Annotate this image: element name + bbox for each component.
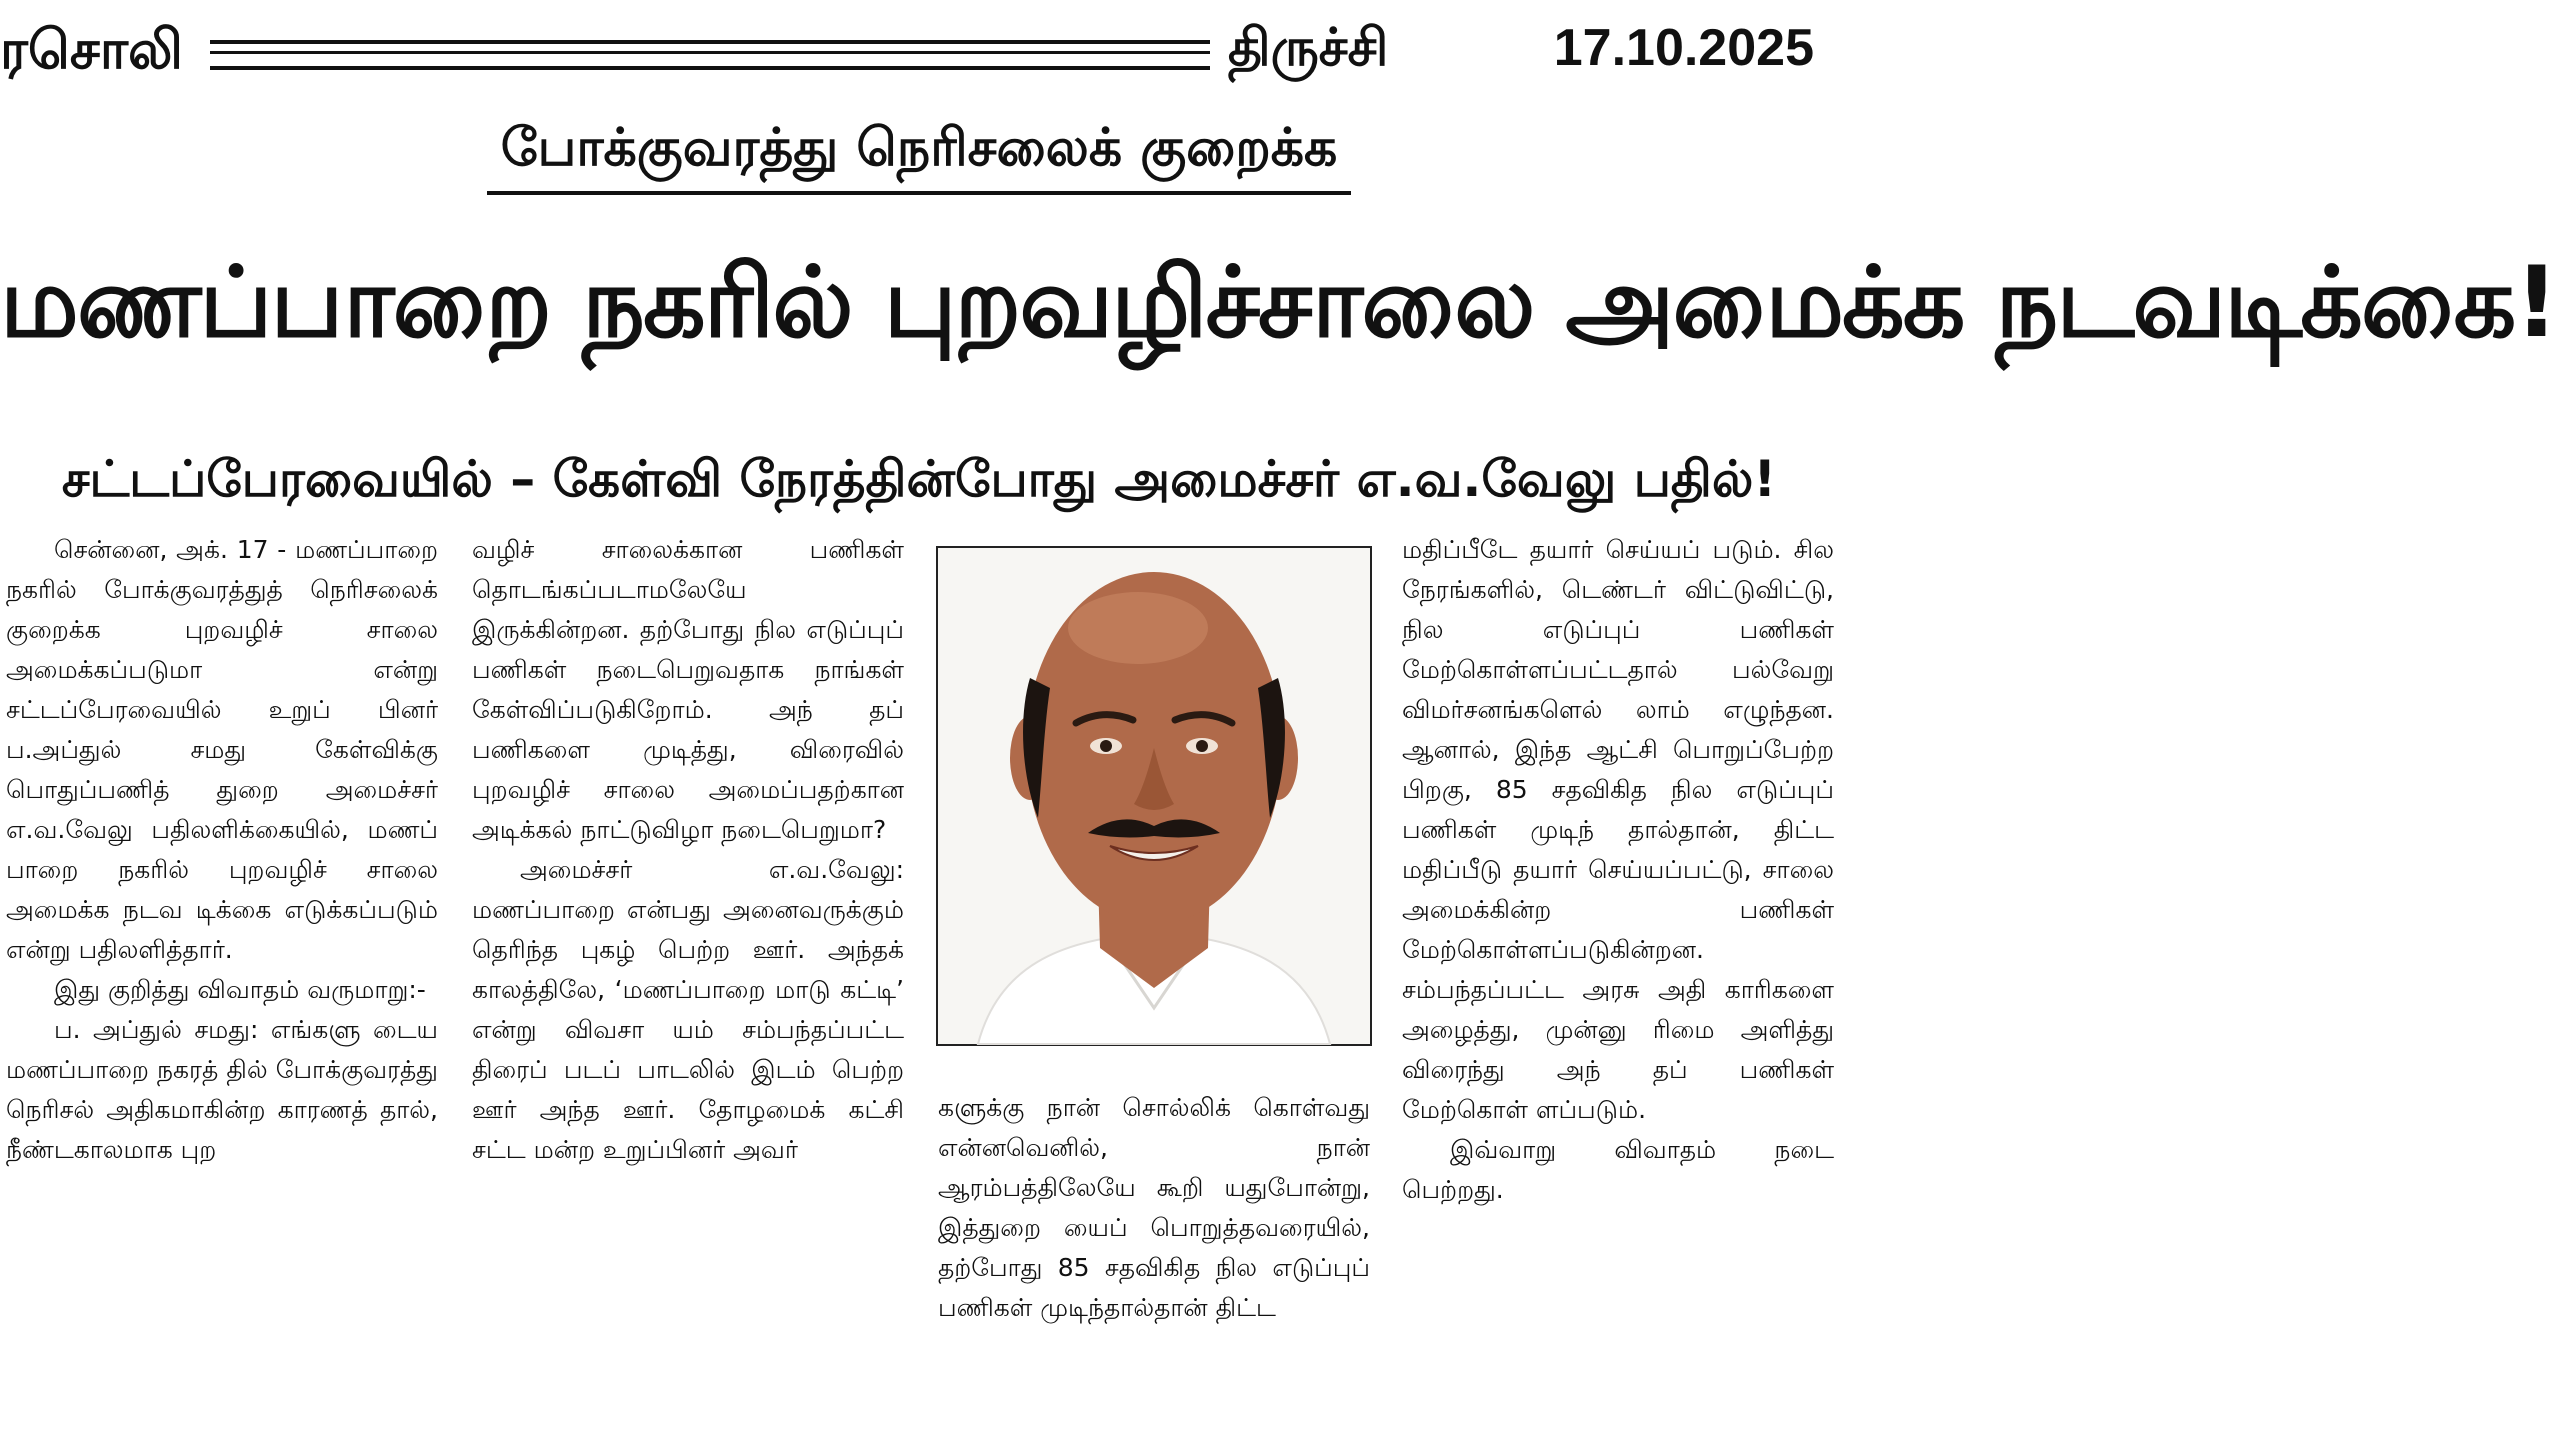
issue-date: 17.10.2025 <box>1553 19 1814 77</box>
headline: மணப்பாறை நகரில் புறவழிச்சாலை அமைக்க நடவடிக்கை! <box>0 246 2557 360</box>
article-column-3 <box>938 1088 1370 1328</box>
paragraph: அமைச்சர் எ.வ.வேலு: மணப்பாறை என்பது அனைவருக்கும் தெரிந்த புகழ் பெற்ற ஊர். அந்தக் காலத்திலே, ‘மணப்பாறை மாடு கட்டி’ என்று விவசா யம் சம்பந்தப்பட்ட திரைப் படப் பாடலில் இடம் பெற்ற ஊர் அந்த ஊர். தோழமைக் கட்சி சட்ட மன்ற உறுப்பினர் அவர் <box>472 855 904 1164</box>
article-column-2 <box>472 530 904 1170</box>
minister-photo <box>936 546 1372 1046</box>
portrait-icon <box>938 548 1370 1044</box>
paragraph: இது குறித்து விவாதம் வருமாறு:- <box>54 975 426 1004</box>
edition-name: திருச்சி <box>1228 18 1389 78</box>
paragraph: மதிப்பீடே தயார் செய்யப் படும். சில நேரங்களில், டெண்டர் விட்டுவிட்டு, நில எடுப்புப் பணிகள் மேற்கொள்ளப்பட்டதால் பல்வேறு விமர்சனங்களெல் லாம் எழுந்தன. ஆனால், இந்த ஆட்சி பொறுப்பேற்ற பிறகு, 85 சதவிகித நில எடுப்புப் பணிகள் முடிந் தால்தான், திட்ட மதிப்பீடு தயார் செய்யப்பட்டு, சாலை அமைக்கின்ற பணிகள் மேற்கொள்ளப்படுகின்றன. சம்பந்தப்பட்ட அரசு அதி காரிகளை அழைத்து, முன்னு ரிமை அளித்து விரைந்து அந் தப் பணிகள் மேற்கொள் ளப்படும். <box>1402 535 1834 1124</box>
article-column-4 <box>1402 530 1834 1210</box>
publication-name: ரசொலி <box>0 18 184 81</box>
paragraph: களுக்கு நான் சொல்லிக் கொள்வது என்னவெனில், நான் ஆரம்பத்திலேயே கூறி யதுபோன்று, இத்துறை யைப் பொறுத்தவரையில், தற்போது 85 சதவிகித நில எடுப்புப் பணிகள் முடிந்தால்தான் திட்ட <box>938 1093 1370 1322</box>
kicker <box>0 118 1838 195</box>
kicker-text: போக்குவரத்து நெரிசலைக் குறைக்க <box>487 118 1351 195</box>
masthead <box>0 0 1838 100</box>
subhead: சட்டப்பேரவையில் – கேள்வி நேரத்தின்போது அமைச்சர் எ.வ.வேலு பதில்! <box>61 450 1777 508</box>
paragraph: இவ்வாறு விவாதம் நடை பெற்றது. <box>1402 1135 1834 1204</box>
article-column-1 <box>6 530 438 1170</box>
masthead-rule <box>210 40 1210 70</box>
paragraph: ப. அப்துல் சமது: எங்களு டைய மணப்பாறை நகரத் தில் போக்குவரத்து நெரிசல் அதிகமாகின்ற காரணத் தால், நீண்டகாலமாக புற <box>6 1015 438 1164</box>
paragraph: சென்னை, அக். 17 - மணப்பாறை நகரில் போக்குவரத்துத் நெரிசலைக் குறைக்க புறவழிச் சாலை அமைக்கப்படுமா என்று சட்டப்பேரவையில் உறுப் பினர் ப.அப்துல் சமது கேள்விக்கு பொதுப்பணித் துறை அமைச்சர் எ.வ.வேலு பதிலளிக்கையில், மணப் பாறை நகரில் புறவழிச் சாலை அமைக்க நடவ டிக்கை எடுக்கப்படும் என்று பதிலளித்தார். <box>6 535 438 964</box>
paragraph: வழிச் சாலைக்கான பணிகள் தொடங்கப்படாமலேயே இருக்கின்றன. தற்போது நில எடுப்புப் பணிகள் நடைபெறுவதாக நாங்கள் கேள்விப்படுகிறோம். அந் தப் பணிகளை முடித்து, விரைவில் புறவழிச் சாலை அமைப்பதற்கான அடிக்கல் நாட்டுவிழா நடைபெறுமா? <box>472 535 904 844</box>
